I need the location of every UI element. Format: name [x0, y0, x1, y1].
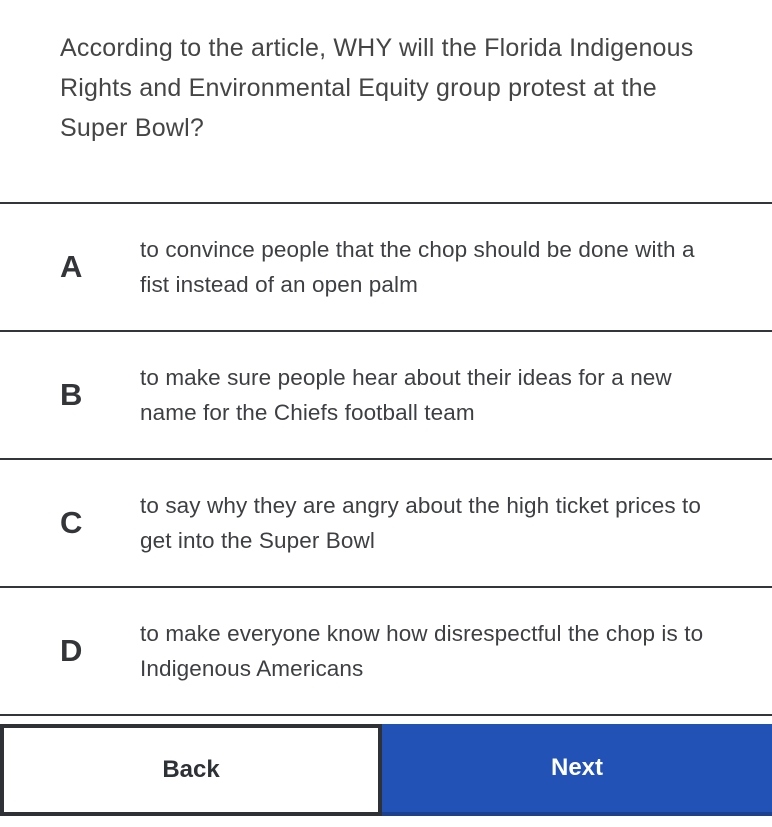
- answer-option-b[interactable]: [0, 330, 772, 458]
- option-text-c: to say why they are angry about the high ticket prices to get into the Super Bowl: [140, 493, 702, 553]
- answer-options-list: [0, 202, 772, 716]
- question-text: According to the article, WHY will the Florida Indigenous Rights and Environmental Equity group protest at the Super Bowl?: [60, 34, 694, 142]
- option-letter-a: A: [60, 249, 83, 284]
- option-text-b: to make sure people hear about their ideas for a new name for the Chiefs football team: [140, 365, 672, 425]
- back-button[interactable]: Back: [0, 724, 382, 816]
- option-letter-b: B: [60, 377, 83, 412]
- option-text-a: to convince people that the chop should be done with a fist instead of an open palm: [140, 237, 695, 297]
- answer-option-d[interactable]: [0, 586, 772, 714]
- option-letter-d: D: [60, 633, 83, 668]
- answer-option-a[interactable]: [0, 202, 772, 330]
- option-text-d: to make everyone know how disrespectful the chop is to Indigenous Americans: [140, 621, 704, 681]
- answer-option-c[interactable]: [0, 458, 772, 586]
- next-button[interactable]: Next: [382, 724, 772, 816]
- option-letter-c: C: [60, 505, 83, 540]
- navigation-footer: [0, 724, 772, 816]
